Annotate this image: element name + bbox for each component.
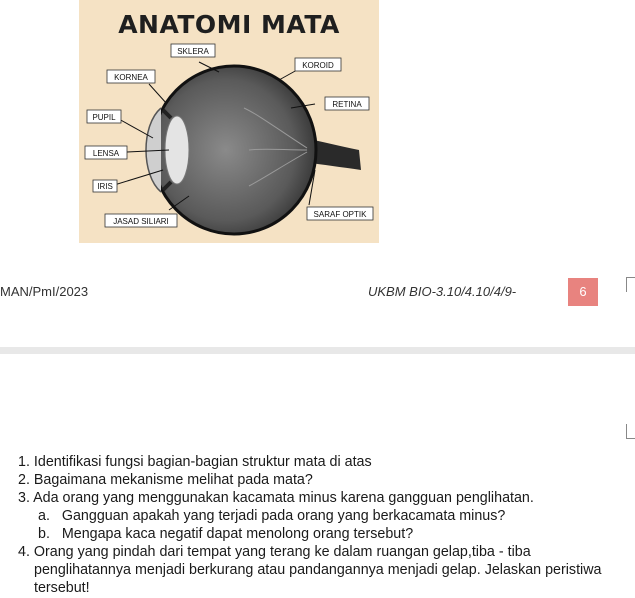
crop-mark-bottom (626, 424, 635, 439)
label-saraf-optik: SARAF OPTIK (313, 210, 367, 219)
label-sklera: SKLERA (177, 47, 209, 56)
label-iris: IRIS (97, 182, 113, 191)
question-3b: b. Mengapa kaca negatif dapat menolong orang tersebut? (38, 526, 414, 542)
question-1: 1. Identifikasi fungsi bagian-bagian struktur mata di atas (18, 454, 372, 470)
label-kornea: KORNEA (114, 73, 148, 82)
question-2: 2. Bagaimana mekanisme melihat pada mata? (18, 472, 313, 488)
question-3a: a. Gangguan apakah yang terjadi pada orang yang berkacamata minus? (38, 508, 506, 524)
label-koroid: KOROID (302, 61, 334, 70)
question-4: 4. Orang yang pindah dari tempat yang terang ke dalam ruangan gelap,tiba - tiba penglihatannya menjadi berkurang atau pandangannya menjadi gelap. Jelaskan peristiwa tersebut! (18, 544, 602, 596)
label-lensa: LENSA (92, 149, 120, 158)
question-3: 3. Ada orang yang menggunakan kacamata minus karena gangguan penglihatan. (18, 490, 534, 506)
eye-diagram (79, 0, 379, 243)
page-number-badge: 6 (568, 278, 598, 306)
footer-ukbm-code: UKBM BIO-3.10/4.10/4/9- (368, 284, 517, 299)
figure-title: ANATOMI MATA (118, 10, 340, 39)
question-list (18, 453, 630, 597)
crop-mark-top (626, 277, 635, 292)
footer-document-id: MAN/PmI/2023 (0, 284, 89, 299)
page-divider (0, 347, 635, 354)
label-pupil: PUPIL (92, 113, 116, 122)
label-jasad-siliari: JASAD SILIARI (113, 217, 169, 226)
label-retina: RETINA (332, 100, 362, 109)
eye-anatomy-figure (79, 0, 379, 243)
